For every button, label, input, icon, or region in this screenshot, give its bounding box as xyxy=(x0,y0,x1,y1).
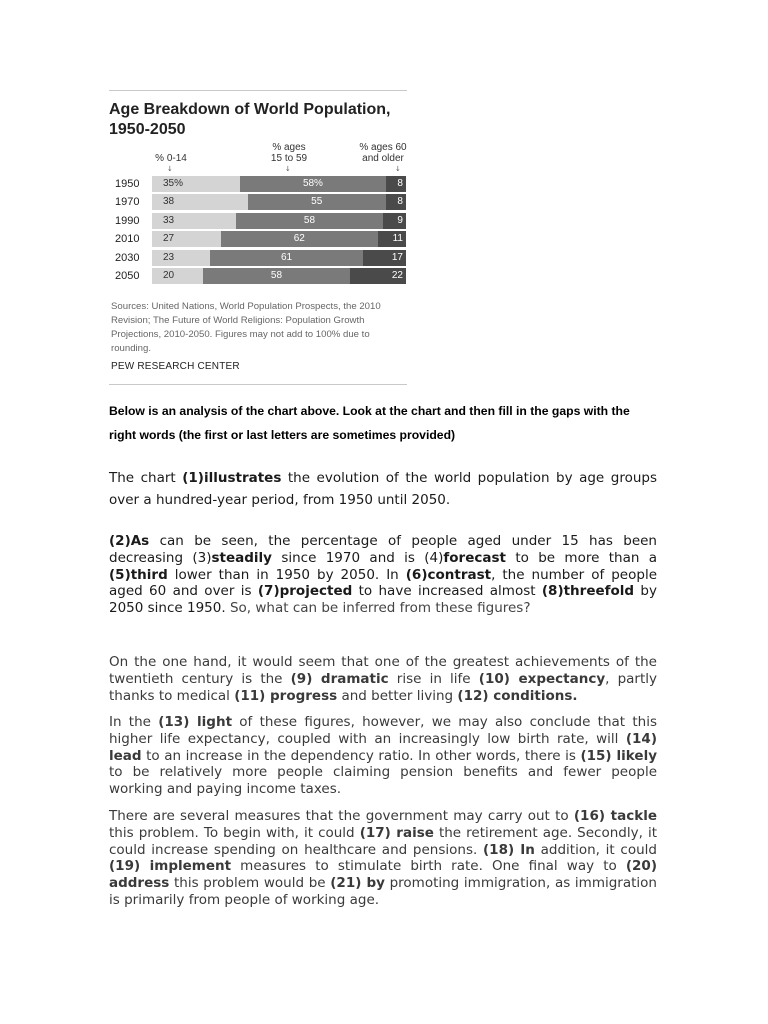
answer-21: (21) by xyxy=(330,875,385,892)
bar-segment-0-14: 38 xyxy=(152,194,248,210)
answer-8: (8)threefold xyxy=(541,583,635,600)
text: of these figures, however, we may also conclude that this higher life expectancy, coupled with an increasingly low birth rate, will xyxy=(109,714,658,747)
answer-17: (17) raise xyxy=(359,824,434,841)
header-15-59-line2: 15 to 59 xyxy=(270,153,308,164)
answer-11: (11) progress xyxy=(234,687,338,704)
arrow-down-icon: ↓ xyxy=(167,165,173,173)
bar-segment-60-plus: 22 xyxy=(350,268,406,284)
text: The chart xyxy=(109,470,183,486)
bar-segment-0-14: 27 xyxy=(152,231,221,247)
paragraph-4 xyxy=(109,714,657,798)
answer-9: (9) dramatic xyxy=(290,670,389,687)
text: by 2050 since 1950. xyxy=(109,583,657,617)
text: to have increased almost xyxy=(352,583,542,600)
bar-segment-60-plus: 17 xyxy=(363,250,406,266)
year-label: 2050 xyxy=(115,270,140,282)
bar-row xyxy=(109,213,407,229)
answer-13: (13) light xyxy=(158,714,233,730)
population-chart xyxy=(109,90,407,386)
year-label: 1990 xyxy=(115,214,140,227)
text: addition, it could xyxy=(534,841,657,858)
answer-2: (2)As xyxy=(109,533,150,549)
bar-row xyxy=(109,250,407,266)
answer-4: forecast xyxy=(443,549,506,566)
paragraph-5 xyxy=(109,808,657,909)
bar-segment-60-plus: 8 xyxy=(386,176,406,192)
bar-segment-0-14: 33 xyxy=(152,213,236,229)
year-label: 2030 xyxy=(115,251,140,264)
answer-6: (6)contrast xyxy=(405,566,492,583)
text: this problem would be xyxy=(169,875,331,892)
year-label: 2010 xyxy=(115,233,140,246)
paragraph-1 xyxy=(109,467,657,511)
answer-10: (10) expectancy xyxy=(478,670,606,687)
bar-segment-60-plus: 9 xyxy=(383,213,406,229)
text: On the one hand, it would seem that one of the greatest achievements of the twentieth century is the xyxy=(109,654,657,687)
text: rise in life xyxy=(388,670,479,687)
answer-14: (14) lead xyxy=(109,730,657,764)
paragraph-3 xyxy=(109,654,657,704)
arrow-down-icon: ↓ xyxy=(395,165,401,173)
bar-segment-0-14: 23 xyxy=(152,250,210,266)
answer-7: (7)projected xyxy=(257,583,353,600)
text: In the xyxy=(109,714,159,730)
text: the evolution of the world population by age groups over a hundred-year period, from 1950 until 2050. xyxy=(109,470,657,508)
bar-segment-0-14: 35% xyxy=(152,176,240,192)
bar-segment-15-59: 58 xyxy=(203,268,350,284)
answer-16: (16) tackle xyxy=(573,808,657,824)
header-15-59-line1: % ages xyxy=(272,142,306,153)
bar-segment-15-59: 61 xyxy=(210,250,363,266)
chart-title: Age Breakdown of World Population, 1950-2050 xyxy=(109,101,391,138)
bar-segment-15-59: 62 xyxy=(221,231,378,247)
question-text: So, what can be inferred from these figures? xyxy=(229,600,531,617)
text: to be relatively more people claiming pension benefits and fewer people working and paying income taxes. xyxy=(109,764,657,798)
answer-5: (5)third xyxy=(109,566,168,583)
text: since 1970 and is (4) xyxy=(271,549,444,566)
arrow-down-icon: ↓ xyxy=(285,165,291,173)
chart-sources: Sources: United Nations, World Population Prospects, the 2010 Revision; The Future of World Religions: Population Growth Projections, 2010-2050. Figures may not add to 100% due to rounding. xyxy=(111,301,381,354)
text: to be more than a xyxy=(505,549,658,566)
answer-12: (12) conditions. xyxy=(457,687,578,704)
bar-segment-60-plus: 8 xyxy=(386,194,406,210)
bar-segment-60-plus: 11 xyxy=(378,231,406,247)
text: measures to stimulate birth rate. One final way to xyxy=(231,858,626,875)
text: and better living xyxy=(337,687,458,704)
bar-segment-0-14: 20 xyxy=(152,268,203,284)
answer-15: (15) likely xyxy=(580,747,658,764)
text: , partly thanks to medical xyxy=(109,670,658,704)
header-60-plus-line2: and older xyxy=(362,153,404,164)
bar-row xyxy=(109,268,407,284)
header-0-14: % 0-14 xyxy=(155,153,187,164)
answer-18: (18) In xyxy=(483,841,535,858)
text: There are several measures that the government may carry out to xyxy=(109,808,574,824)
year-label: 1970 xyxy=(115,196,140,209)
answer-19: (19) implement xyxy=(109,858,232,875)
text: this problem. To begin with, it could xyxy=(109,824,360,841)
top-rule xyxy=(109,90,407,91)
bar-segment-15-59: 55 xyxy=(248,194,386,210)
year-label: 1950 xyxy=(115,178,140,190)
bar-row xyxy=(109,231,407,247)
bar-segment-15-59: 58% xyxy=(240,176,386,192)
organization-label: PEW RESEARCH CENTER xyxy=(111,361,240,372)
text: the retirement age. Secondly, it could increase spending on healthcare and pensions. xyxy=(109,824,658,858)
bar-row xyxy=(109,194,407,210)
text: to an increase in the dependency ratio. In other words, there is xyxy=(141,747,581,764)
paragraph-2 xyxy=(109,533,657,617)
text: , the number of people aged 60 and over is xyxy=(109,566,657,600)
instructions: Below is an analysis of the chart above. Look at the chart and then fill in the gaps with the right words (the first or last letters are sometimes provided) xyxy=(109,404,630,442)
answer-3: steadily xyxy=(211,549,272,566)
answer-20: (20) address xyxy=(109,858,657,892)
text: can be seen, the percentage of people aged under 15 has been decreasing (3) xyxy=(109,533,657,566)
answer-1: (1)illustrates xyxy=(182,470,282,486)
header-60-plus-line1: % ages 60 xyxy=(359,142,407,153)
bottom-rule xyxy=(109,384,407,385)
bar-row xyxy=(109,176,407,192)
text: promoting immigration, as immigration is primarily from people of working age. xyxy=(109,875,657,908)
text: lower than in 1950 by 2050. In xyxy=(167,566,406,583)
bar-segment-15-59: 58 xyxy=(236,213,383,229)
